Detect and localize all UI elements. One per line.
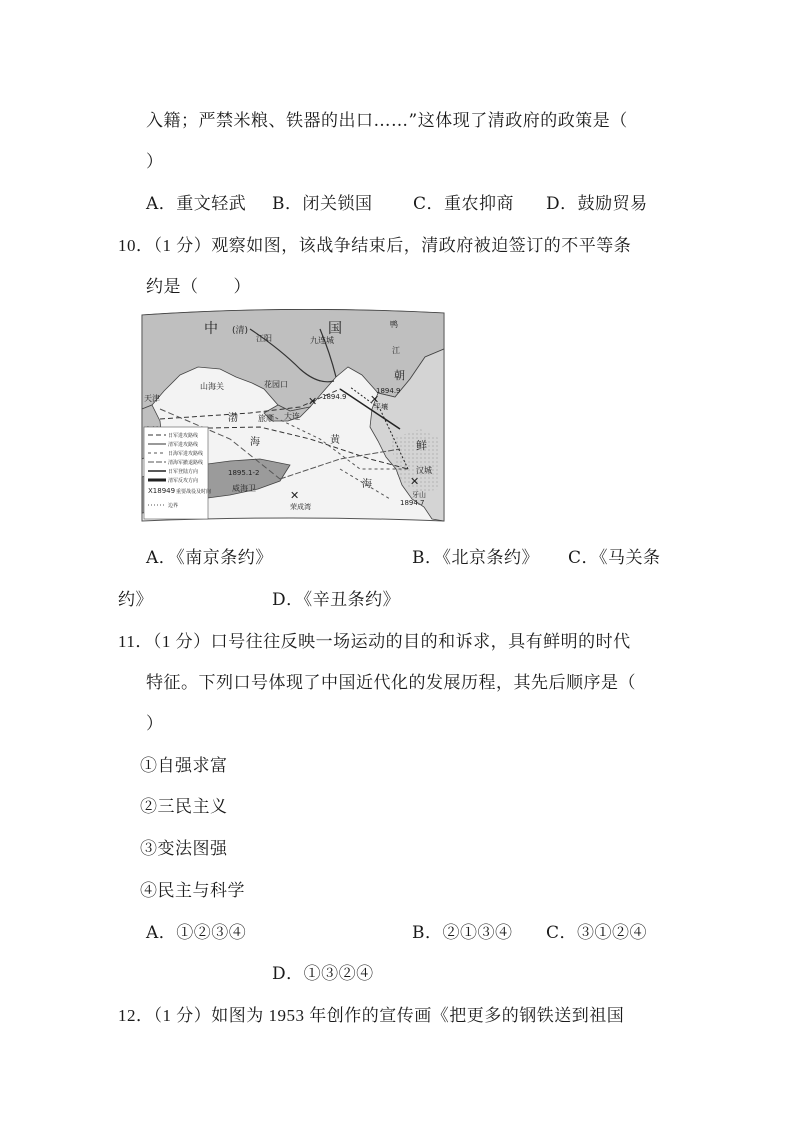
q10-option-a[interactable]: A．《南京条约》 [146, 548, 273, 568]
svg-text:✕: ✕ [290, 489, 300, 502]
q9-option-d[interactable]: D．鼓励贸易 [546, 194, 648, 214]
map-label-guo: 国 [328, 321, 342, 337]
q11-item-2: ②三民主义 [140, 797, 228, 817]
map-label-chao: 朝 [394, 369, 405, 382]
q9-option-a[interactable]: A．重文轻武 [146, 194, 247, 214]
map-label-yashan: 牙山 [412, 491, 426, 499]
map-label-lushun: 旅顺 [258, 414, 274, 423]
q9-option-c[interactable]: C．重农抑商 [413, 194, 515, 214]
map-legend [144, 427, 211, 519]
q11-item-4: ④民主与科学 [140, 881, 245, 901]
map-label-pingrang: 平壤 [374, 403, 388, 411]
q11-option-d[interactable]: D．①③②④ [272, 964, 374, 984]
q11-option-a[interactable]: A．①②③④ [146, 923, 247, 943]
map-label-rongcheng: 荣成湾 [290, 503, 311, 511]
map-label-tianjin: 天津 [144, 394, 160, 403]
map-label-yalu: 鸭 [390, 320, 398, 329]
map-label-jiulian: 九连城 [310, 336, 334, 345]
q9-stem-line1: 入籍；严禁米粮、铁器的出口……”这体现了清政府的政策是（ [146, 111, 628, 131]
q11-option-b[interactable]: B．②①③④ [412, 923, 513, 943]
map-label-bo: 渤 [228, 413, 238, 424]
map-label-weihaiwei: 威海卫 [232, 484, 256, 493]
map-label-huayuankou: 花园口 [264, 380, 288, 389]
svg-text:日军进攻路线: 日军进攻路线 [168, 433, 199, 439]
q11-option-c[interactable]: C．③①②④ [546, 923, 648, 943]
q10-war-map [140, 309, 446, 523]
q9-option-b[interactable]: B．闭关锁国 [272, 194, 373, 214]
q10-option-b[interactable]: B．《北京条约》 [412, 548, 539, 568]
map-label-date-1895: 1895.1-2 [228, 469, 260, 477]
map-label-hai: 海 [250, 437, 260, 448]
q10-stem-line2: 约是（ ） [146, 277, 251, 297]
q11-stem-line2: 特征。下列口号体现了中国近代化的发展历程，其先后顺序是（ [146, 673, 636, 693]
map-label-xian: 鲜 [416, 439, 427, 452]
svg-text:日军登陆方向: 日军登陆方向 [168, 469, 199, 475]
svg-text:清军进攻路线: 清军进攻路线 [168, 442, 199, 448]
q11-stem-line1: 11．（1 分）口号往往反映一场运动的目的和诉求，具有鲜明的时代 [118, 632, 631, 651]
map-label-hancheng: 汉城 [416, 466, 432, 475]
map-label-huang: 黄 [330, 435, 340, 446]
map-label-hai2: 海 [362, 479, 372, 490]
svg-text:✕: ✕ [370, 393, 380, 406]
map-label-jiang: 江 [392, 346, 400, 355]
svg-text:✕: ✕ [410, 475, 420, 488]
map-label-qing: (清) [232, 326, 249, 336]
map-label-date-1894b: 1894.9 [376, 387, 401, 395]
q10-stem-line1: 10．（1 分）观察如图，该战争结束后，清政府被迫签订的不平等条 [118, 236, 632, 255]
map-label-jiangdong: 江阳 [256, 334, 272, 343]
map-label-shanhaiguan: 山海关 [200, 382, 224, 391]
svg-text:✕: ✕ [308, 395, 318, 408]
svg-text:日海军进攻路线: 日海军进攻路线 [168, 451, 204, 457]
q11-item-1: ①自强求富 [140, 756, 228, 776]
q9-stem-line2: ） [146, 152, 164, 172]
svg-text:清海军撤退路线: 清海军撤退路线 [168, 460, 204, 466]
map-label-date-1894a: 1894.9 [322, 393, 347, 401]
q11-stem-line3: ） [146, 714, 164, 734]
svg-text:边界: 边界 [168, 503, 179, 509]
q11-item-3: ③变法图强 [140, 839, 228, 859]
q10-option-c[interactable]: C．《马关条 [568, 548, 661, 568]
map-label-date-1894c: 1894.7 [400, 499, 425, 507]
map-label-china: 中 [204, 321, 218, 337]
svg-text:X18949: X18949 [148, 487, 176, 495]
q10-option-c-cont: 约》 [118, 590, 153, 610]
map-label-dalian: 大连 [284, 412, 300, 421]
q12-stem-line1: 12．（1 分）如图为 1953 年创作的宣传画《把更多的钢铁送到祖国 [118, 1006, 625, 1025]
svg-text:重要战役及时间: 重要战役及时间 [176, 489, 212, 495]
svg-text:清军反攻方向: 清军反攻方向 [168, 478, 199, 484]
q10-option-d[interactable]: D．《辛丑条约》 [272, 590, 401, 610]
